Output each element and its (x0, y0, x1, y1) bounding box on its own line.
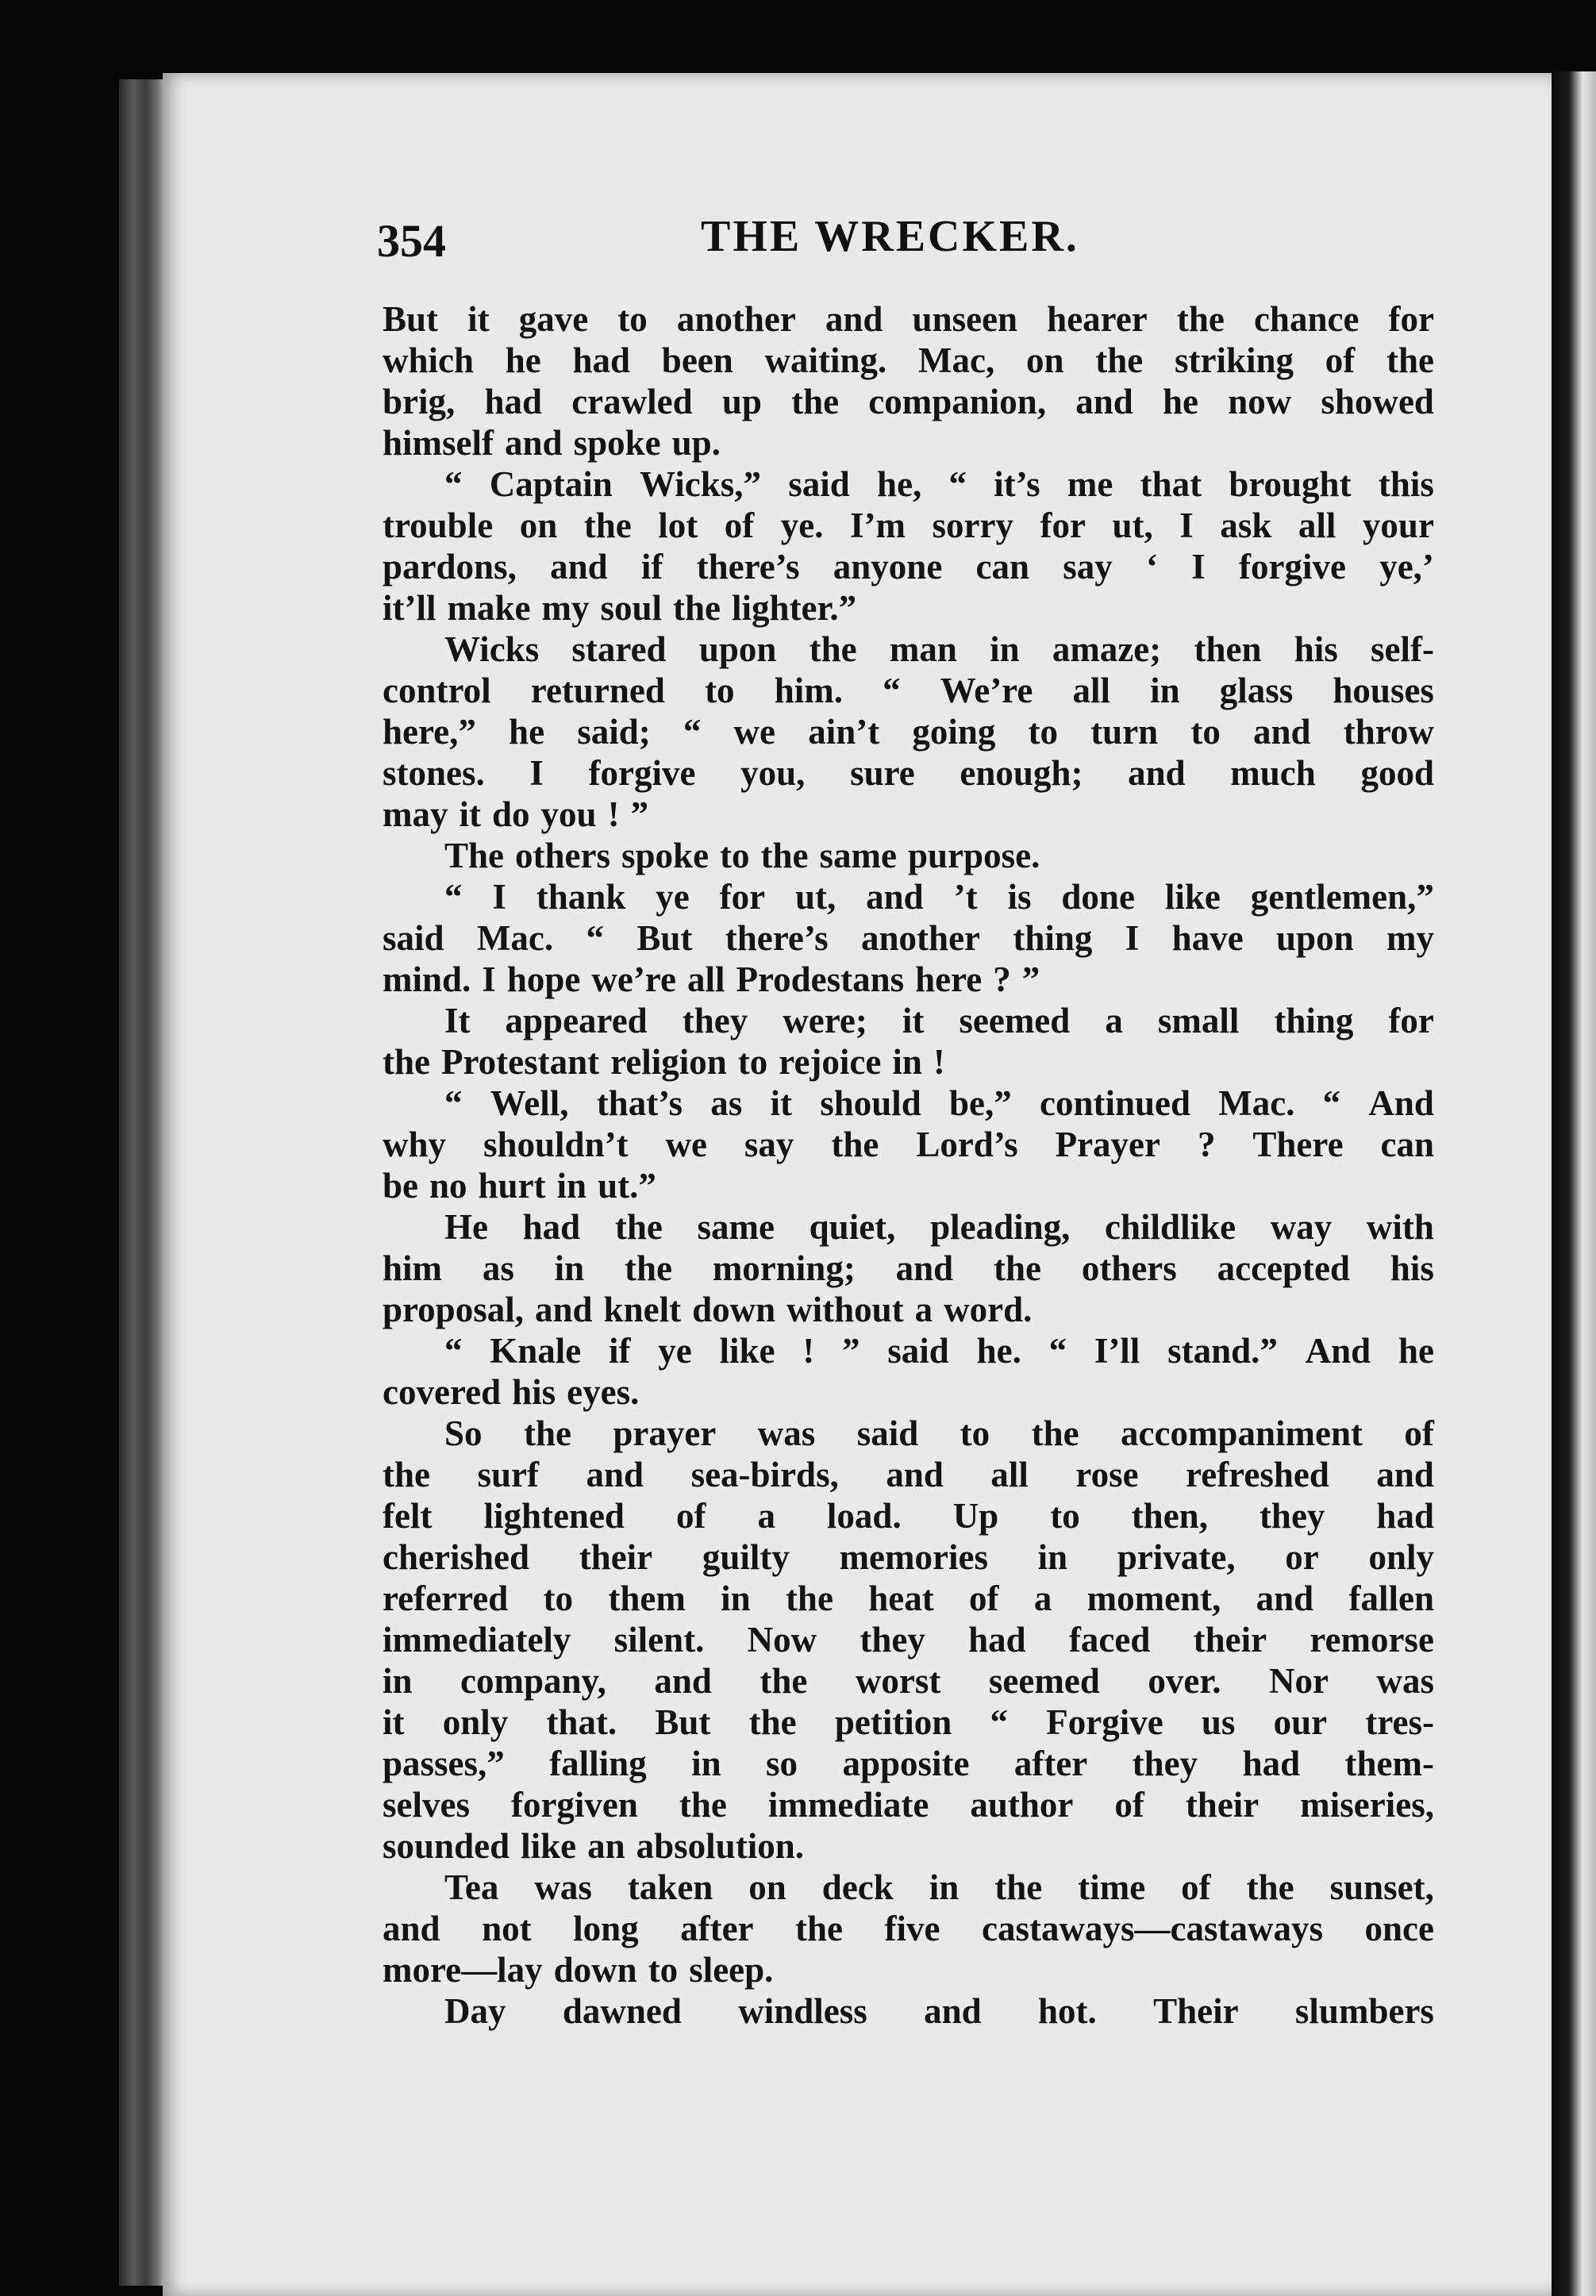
text-line: passes,” falling in so apposite after they had them- (383, 1744, 1434, 1783)
text-line: stones. I forgive you, sure enough; and much good (383, 753, 1434, 793)
text-line: may it do you ! ” (383, 794, 649, 834)
text-line: be no hurt in ut.” (383, 1166, 656, 1206)
text-line: why shouldn’t we say the Lord’s Prayer ? There can (383, 1125, 1434, 1164)
text-line: selves forgiven the immediate author of their miseries, (383, 1785, 1434, 1825)
text-line: covered his eyes. (383, 1372, 640, 1412)
page-header (377, 214, 1440, 278)
text-line: and not long after the five castaways—castaways once (383, 1909, 1434, 1948)
text-line: So the prayer was said to the accompaniment of (444, 1413, 1434, 1453)
text-line: it’ll make my soul the lighter.” (383, 588, 857, 628)
text-line: It appeared they were; it seemed a small thing for (444, 1001, 1434, 1040)
text-line: him as in the morning; and the others accepted his (383, 1248, 1434, 1288)
text-line: it only that. But the petition “ Forgive us our tres- (383, 1702, 1434, 1742)
text-line: here,” he said; “ we ain’t going to turn to and throw (383, 712, 1434, 752)
text-line: Wicks stared upon the man in amaze; then his self- (444, 629, 1434, 669)
text-line: felt lightened of a load. Up to then, they had (383, 1496, 1434, 1536)
text-line: mind. I hope we’re all Prodestans here ? ” (383, 960, 1040, 999)
text-line: said Mac. “ But there’s another thing I have upon my (383, 918, 1434, 958)
running-title: THE WRECKER. (701, 212, 1079, 261)
text-line: more—lay down to sleep. (383, 1950, 774, 1990)
text-line: the surf and sea-birds, and all rose refreshed and (383, 1455, 1434, 1494)
text-line: “ I thank ye for ut, and ’t is done like gentlemen,” (444, 877, 1434, 917)
text-line: cherished their guilty memories in private, or only (383, 1537, 1434, 1577)
text-line: Day dawned windless and hot. Their slumbers (444, 1991, 1434, 2031)
book-spine (119, 79, 168, 2286)
text-line: “ Knale if ye like ! ” said he. “ I’ll stand.” And he (444, 1331, 1434, 1371)
facing-page-edge (1552, 71, 1596, 2296)
text-line: trouble on the lot of ye. I’m sorry for ut, I ask all your (383, 506, 1434, 545)
text-line: The others spoke to the same purpose. (444, 836, 1040, 875)
text-line: in company, and the worst seemed over. Nor was (383, 1661, 1434, 1701)
text-line: But it gave to another and unseen hearer the chance for (383, 299, 1434, 339)
text-line: referred to them in the heat of a moment, and fallen (383, 1579, 1434, 1618)
text-line: “ Captain Wicks,” said he, “ it’s me that brought this (444, 464, 1434, 504)
text-line: brig, had crawled up the companion, and he now showed (383, 382, 1434, 421)
text-line: control returned to him. “ We’re all in glass houses (383, 671, 1434, 710)
page-number: 354 (377, 215, 446, 267)
text-line: immediately silent. Now they had faced their remorse (383, 1620, 1434, 1660)
text-line: Tea was taken on deck in the time of the sunset, (444, 1867, 1434, 1907)
text-line: himself and spoke up. (383, 423, 721, 463)
text-line: which he had been waiting. Mac, on the striking of the (383, 340, 1434, 380)
text-line: “ Well, that’s as it should be,” continued Mac. “ And (444, 1083, 1434, 1123)
text-line: pardons, and if there’s anyone can say ‘ I forgive ye,’ (383, 547, 1434, 586)
body-text (383, 298, 1434, 2032)
text-line: the Protestant religion to rejoice in ! (383, 1042, 945, 1082)
text-line: proposal, and knelt down without a word. (383, 1290, 1033, 1329)
text-line: He had the same quiet, pleading, childlike way with (444, 1207, 1434, 1247)
text-line: sounded like an absolution. (383, 1826, 804, 1866)
